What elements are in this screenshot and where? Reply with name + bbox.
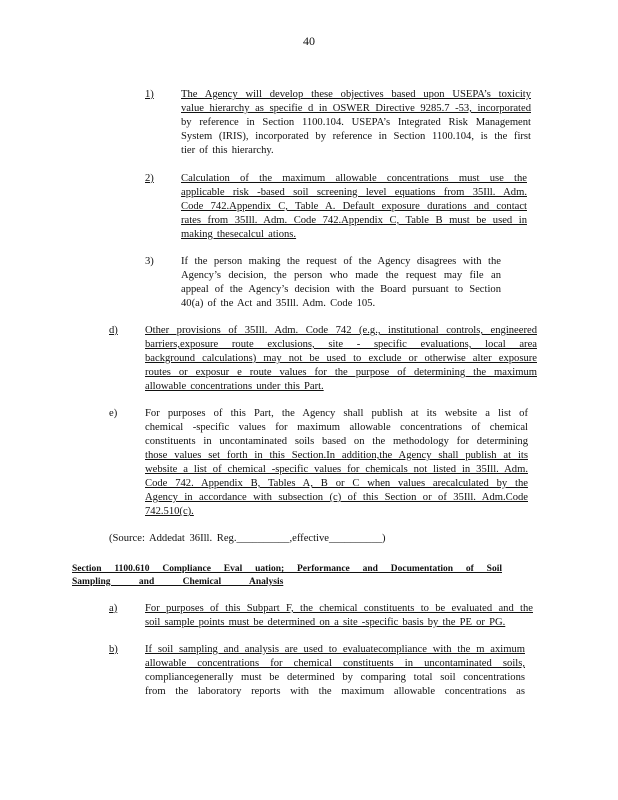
text-line: tier of this hierarchy. (181, 145, 274, 156)
text-line: System (IRIS), incorporated by reference in Section 1100.104, is the first (181, 131, 531, 142)
text-line: rates from 35Ill. Adm. Code 742.Appendix C, Table B must be used in (181, 215, 527, 226)
text-line: 742.510(c). (145, 506, 194, 517)
page-number: 40 (303, 34, 315, 48)
subitem-marker-b: b) (109, 644, 118, 655)
text-line: website a list of chemical -specific values for chemicals not listed in 35Ill. Adm. (145, 464, 528, 475)
section-heading (72, 563, 502, 589)
item-text-2 (181, 172, 527, 242)
text-line: Code 742.Appendix C, Table A. Default exposure durations and contact (181, 201, 527, 212)
text-line: For purposes of this Part, the Agency shall publish at its website a list of (145, 408, 528, 419)
text-line: soil sample points must be determined on a site -specific basis by the PE or PG. (145, 617, 506, 628)
item-marker-d: d) (109, 325, 118, 336)
item-marker-3: 3) (145, 256, 154, 267)
item-text-3 (181, 255, 501, 311)
text-line: For purposes of this Subpart F, the chemical constituents to be evaluated and the (145, 603, 533, 614)
source-note: (Source: Addedat 36Ill. Reg.__________,effective__________) (109, 533, 386, 544)
item-marker-e: e) (109, 408, 118, 419)
text-line: routes or exposur e route values for the purpose of determining the maximum (145, 367, 537, 378)
text-line: allowable concentrations for chemical constituents in uncontaminated soils, (145, 658, 525, 669)
text-line: allowable concentrations under this Part. (145, 381, 324, 392)
item-text-1 (181, 88, 531, 158)
text-line: If the person making the request of the Agency disagrees with the (181, 256, 501, 267)
text-line: Agency’s decision, the person who made the request may file an (181, 270, 501, 281)
text-line: applicable risk -based soil screening level equations from 35Ill. Adm. (181, 187, 527, 198)
text-line: Agency in accordance with subsection (c) of this Section or of 35Ill. Adm.Code (145, 492, 528, 503)
text-line: making thesecalcul ations. (181, 229, 297, 240)
text-line: background calculations) may not be used to exclude or otherwise alter exposure (145, 353, 537, 364)
text-line: those values set forth in this Section.In addition,the Agency shall publish at its (145, 450, 528, 461)
section-heading-line: Section 1100.610 Compliance Eval uation; Performance and Documentation of Soil (72, 564, 502, 574)
item-marker-1: 1) (145, 89, 154, 100)
text-line: value hierarchy as specifie d in OSWER Directive 9285.7 -53, incorporated (181, 103, 531, 114)
subitem-text-b (145, 643, 525, 699)
text-line: by reference in Section 1100.104. USEPA’s Integrated Risk Management (181, 117, 531, 128)
section-heading-line: Sampling and Chemical Analysis (72, 577, 284, 587)
item-marker-2: 2) (145, 173, 154, 184)
text-line: compliancegenerally must be determined by comparing total soil concentrations (145, 672, 525, 683)
text-line: appeal of the Agency’s decision with the Board pursuant to Section (181, 284, 501, 295)
text-line: chemical -specific values for maximum allowable concentrations of chemical (145, 422, 528, 433)
text-line: barriers,exposure route exclusions, site - specific evaluations, local area (145, 339, 537, 350)
text-line: 40(a) of the Act and 35Ill. Adm. Code 105. (181, 298, 376, 309)
text-line: If soil sampling and analysis are used to evaluatecompliance with the m aximum (145, 644, 525, 655)
subitem-text-a (145, 602, 533, 630)
item-text-d (145, 324, 537, 394)
text-line: from the laboratory reports with the maximum allowable concentrations as (145, 686, 525, 697)
text-line: Other provisions of 35Ill. Adm. Code 742 (e.g., institutional controls, engineered (145, 325, 537, 336)
text-line: The Agency will develop these objectives based upon USEPA’s toxicity (181, 89, 531, 100)
text-line: Calculation of the maximum allowable concentrations must use the (181, 173, 527, 184)
subitem-marker-a: a) (109, 603, 118, 614)
text-line: constituents in uncontaminated soils based on the methodology for determining (145, 436, 528, 447)
text-line: Code 742. Appendix B, Tables A, B or C when values arecalculated by the (145, 478, 528, 489)
item-text-e (145, 407, 528, 519)
